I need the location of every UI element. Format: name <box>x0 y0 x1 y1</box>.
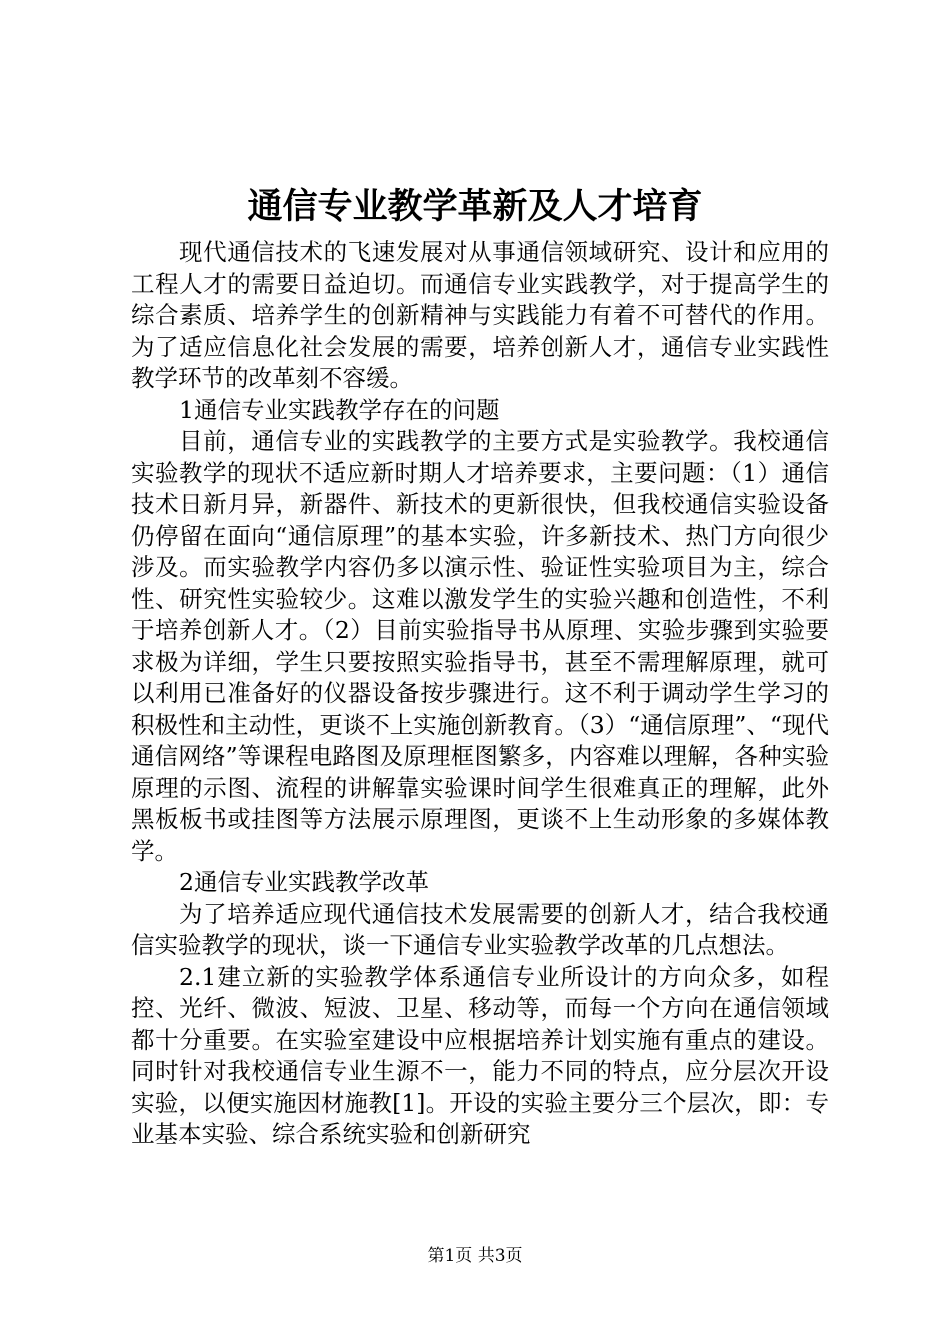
document-body <box>131 237 829 1151</box>
section-heading-2: 2通信专业实践教学改革 <box>179 868 429 896</box>
intro-paragraph: 现代通信技术的飞速发展对从事通信领域研究、设计和应用的工程人才的需要日益迫切。而通信专业实践教学，对于提高学生的综合素质、培养学生的创新精神与实践能力有着不可替代的作用。为了适应信息化社会发展的需要，培养创新人才，通信专业实践性教学环节的改革刻不容缓。 <box>131 238 829 392</box>
section-heading-1: 1通信专业实践教学存在的问题 <box>179 395 500 424</box>
subsection-2-1-paragraph: 2.1建立新的实验教学体系通信专业所设计的方向众多，如程控、光纤、微波、短波、卫星、移动等，而每一个方向在通信领域都十分重要。在实验室建设中应根据培养计划实施有重点的建设。同时针对我校通信专业生源不一，能力不同的特点，应分层次开设实验，以便实施因材施教[1]。开设的实验主要分三个层次，即：专业基本实验、综合系统实验和创新研究 <box>131 962 829 1148</box>
reform-intro-paragraph: 为了培养适应现代通信技术发展需要的创新人才，结合我校通信实验教学的现状，谈一下通信专业实验教学改革的几点想法。 <box>131 899 829 959</box>
document-title: 通信专业教学革新及人才培育 <box>247 186 703 227</box>
page-number-footer: 第1页 共3页 <box>427 1246 523 1266</box>
problems-paragraph: 目前，通信专业的实践教学的主要方式是实验教学。我校通信实验教学的现状不适应新时期人才培养要求，主要问题：（1）通信技术日新月异，新器件、新技术的更新很快，但我校通信实验设备仍停留在面向“通信原理”的基本实验，许多新技术、热门方向很少涉及。而实验教学内容仍多以演示性、验证性实验项目为主，综合性、研究性实验较少。这难以激发学生的实验兴趣和创造性，不利于培养创新人才。（2）目前实验指导书从原理、实验步骤到实验要求极为详细，学生只要按照实验指导书，甚至不需理解原理，就可以利用已准备好的仪器设备按步骤进行。这不利于调动学生学习的积极性和主动性，更谈不上实施创新教育。（3）“通信原理”、“现代通信网络”等课程电路图及原理框图繁多，内容难以理解，各种实验原理的示图、流程的讲解靠实验课时间学生很难真正的理解，此外黑板板书或挂图等方法展示原理图，更谈不上生动形象的多媒体教学。 <box>131 427 829 865</box>
